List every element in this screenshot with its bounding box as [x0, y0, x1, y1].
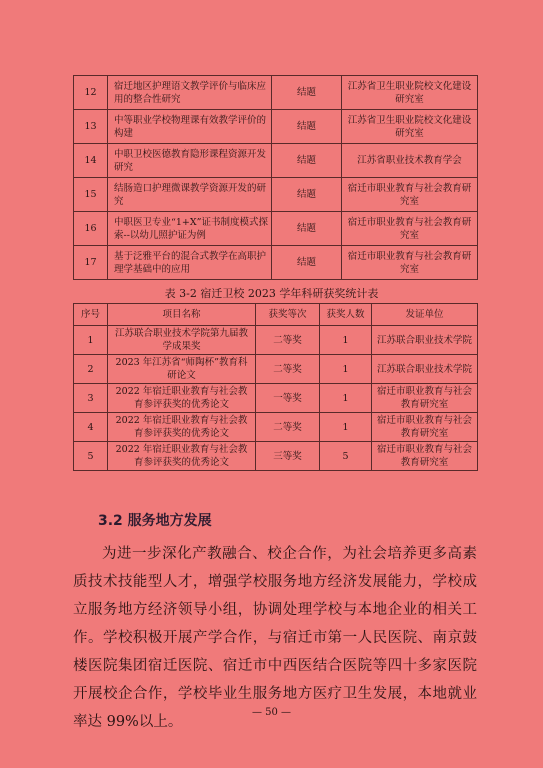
table-row — [74, 178, 478, 212]
project-table-body — [74, 76, 478, 280]
project-title: 宿迁地区护理语文教学评价与临床应用的整合性研究 — [108, 76, 272, 110]
award-level: 一等奖 — [256, 384, 320, 413]
project-organization: 江苏省卫生职业院校文化建设研究室 — [342, 76, 478, 110]
body-paragraph: 为进一步深化产教融合、校企合作，为社会培养更多高素质技术技能型人才，增强学校服务地方经济发展能力，学校成立服务地方经济领导小组，协调处理学校与本地企业的相关工作。学校积极开展产学合作，与宿迁市第一人民医院、南京鼓楼医院集团宿迁医院、宿迁市中西医结合医院等四十多家医院开展校企合作，学校毕业生服务地方医疗卫生发展，本地就业率达 99%以上。 — [73, 546, 477, 730]
award-name: 2022 年宿迁职业教育与社会教育参评获奖的优秀论文 — [108, 413, 256, 442]
awards-table-caption: 表 3-2 宿迁卫校 2023 学年科研获奖统计表 — [164, 287, 379, 300]
award-issuer: 宿迁市职业教育与社会教育研究室 — [372, 442, 478, 471]
header-num: 序号 — [74, 304, 108, 326]
header-name: 项目名称 — [108, 304, 256, 326]
project-title: 结肠造口护理微课教学资源开发的研究 — [108, 178, 272, 212]
project-status: 结题 — [272, 76, 342, 110]
award-level: 三等奖 — [256, 442, 320, 471]
project-status: 结题 — [272, 144, 342, 178]
project-status: 结题 — [272, 110, 342, 144]
awards-table — [73, 303, 478, 471]
table-row — [74, 442, 478, 471]
project-organization: 江苏省卫生职业院校文化建设研究室 — [342, 110, 478, 144]
project-status: 结题 — [272, 178, 342, 212]
row-number: 14 — [74, 144, 108, 178]
row-number: 16 — [74, 212, 108, 246]
award-issuer: 宿迁市职业教育与社会教育研究室 — [372, 384, 478, 413]
project-table — [73, 75, 478, 280]
award-number: 2 — [74, 355, 108, 384]
award-count: 5 — [320, 442, 372, 471]
header-count: 获奖人数 — [320, 304, 372, 326]
project-organization: 宿迁市职业教育与社会教育研究室 — [342, 212, 478, 246]
award-name: 2022 年宿迁职业教育与社会教育参评获奖的优秀论文 — [108, 384, 256, 413]
table-row — [74, 413, 478, 442]
table-row — [74, 144, 478, 178]
header-level: 获奖等次 — [256, 304, 320, 326]
award-number: 5 — [74, 442, 108, 471]
award-count: 1 — [320, 355, 372, 384]
project-organization: 江苏省职业技术教育学会 — [342, 144, 478, 178]
award-count: 1 — [320, 384, 372, 413]
row-number: 12 — [74, 76, 108, 110]
table-row — [74, 355, 478, 384]
project-title: 基于泛雅平台的混合式教学在高职护理学基础中的应用 — [108, 246, 272, 280]
award-issuer: 宿迁市职业教育与社会教育研究室 — [372, 413, 478, 442]
project-status: 结题 — [272, 246, 342, 280]
awards-table-body — [74, 326, 478, 471]
project-organization: 宿迁市职业教育与社会教育研究室 — [342, 246, 478, 280]
header-issuer: 发证单位 — [372, 304, 478, 326]
row-number: 17 — [74, 246, 108, 280]
award-name: 江苏联合职业技术学院第九届教学成果奖 — [108, 326, 256, 355]
award-name: 2022 年宿迁职业教育与社会教育参评获奖的优秀论文 — [108, 442, 256, 471]
row-number: 13 — [74, 110, 108, 144]
row-number: 15 — [74, 178, 108, 212]
award-number: 4 — [74, 413, 108, 442]
project-title: 中等职业学校物理课有效教学评价的构建 — [108, 110, 272, 144]
project-organization: 宿迁市职业教育与社会教育研究室 — [342, 178, 478, 212]
table-row — [74, 326, 478, 355]
project-status: 结题 — [272, 212, 342, 246]
award-number: 1 — [74, 326, 108, 355]
award-level: 二等奖 — [256, 355, 320, 384]
award-count: 1 — [320, 413, 372, 442]
table-row — [74, 76, 478, 110]
award-issuer: 江苏联合职业技术学院 — [372, 355, 478, 384]
project-title: 中职医卫专业“1+X”证书制度模式探索--以幼儿照护证为例 — [108, 212, 272, 246]
table-row — [74, 110, 478, 144]
award-number: 3 — [74, 384, 108, 413]
award-name: 2023 年江苏省“师陶杯”教育科研论文 — [108, 355, 256, 384]
table-row — [74, 384, 478, 413]
section-heading: 3.2 服务地方发展 — [98, 513, 212, 529]
award-issuer: 江苏联合职业技术学院 — [372, 326, 478, 355]
table-row — [74, 246, 478, 280]
award-count: 1 — [320, 326, 372, 355]
award-level: 二等奖 — [256, 413, 320, 442]
table-row — [74, 212, 478, 246]
award-level: 二等奖 — [256, 326, 320, 355]
page-number: — 50 — — [251, 707, 292, 718]
awards-header-row — [74, 304, 478, 326]
project-title: 中职卫校医德教育隐形课程资源开发研究 — [108, 144, 272, 178]
